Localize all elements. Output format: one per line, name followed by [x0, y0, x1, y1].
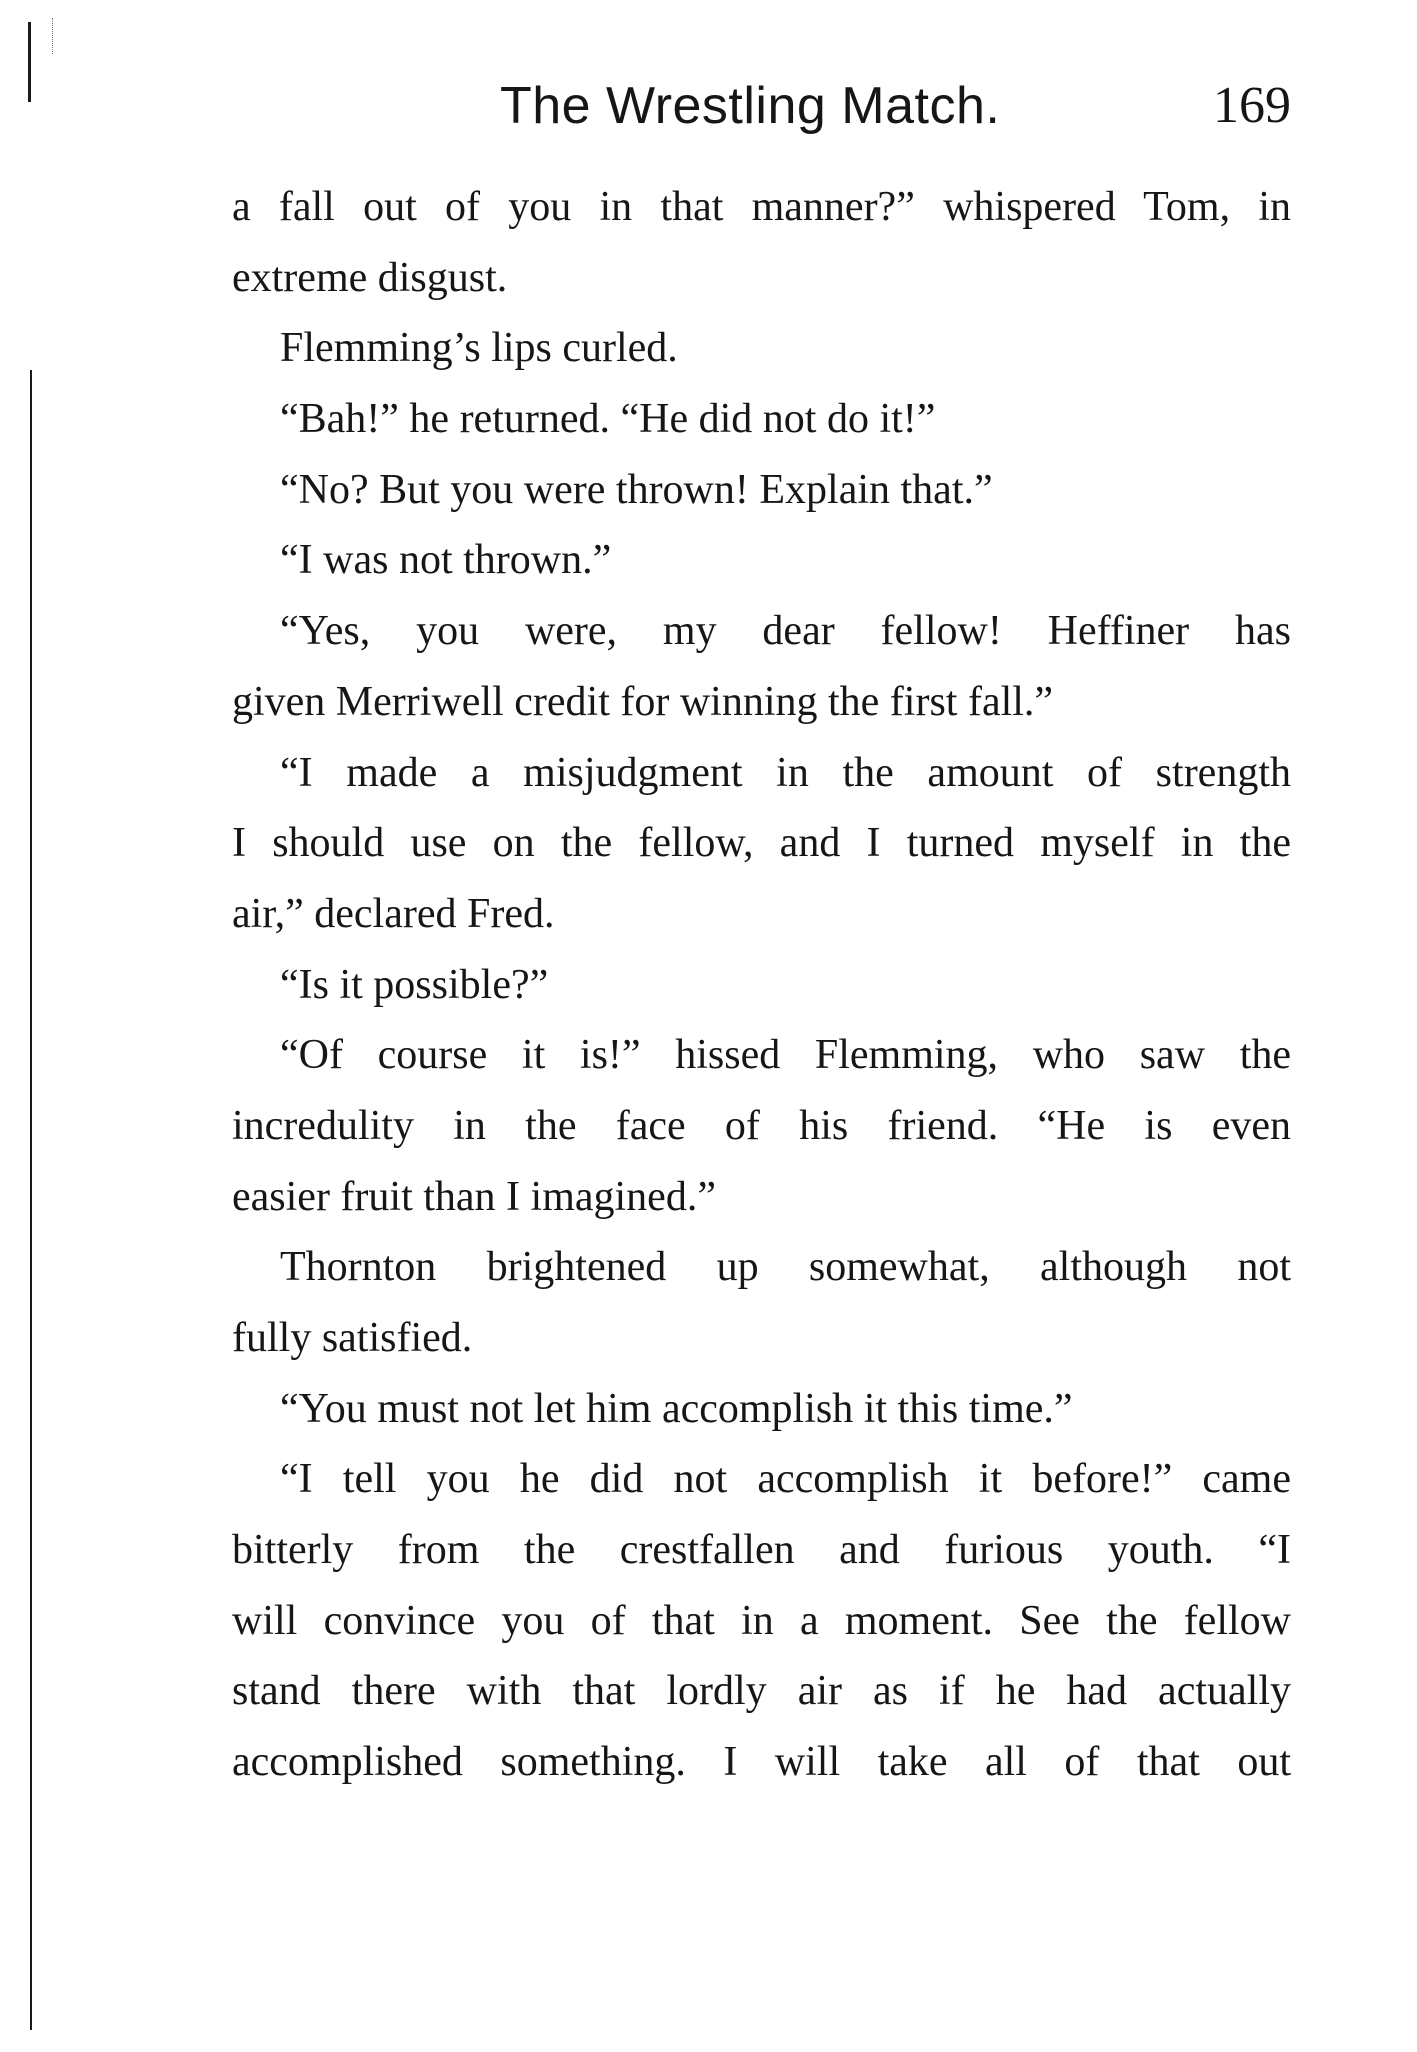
- text-line: extreme disgust.: [232, 254, 508, 301]
- page-number: 169: [1213, 77, 1291, 134]
- text-line: easier fruit than I imagined.”: [232, 1173, 716, 1220]
- text-line: stand there with that lordly air as if he had actually: [232, 1668, 1291, 1715]
- text-line: “Of course it is!” hissed Flemming, who saw the: [280, 1032, 1291, 1079]
- text-line: “Is it possible?”: [280, 961, 549, 1008]
- page-edge-line-top: [28, 22, 31, 102]
- text-line: incredulity in the face of his friend. “He is even: [232, 1102, 1291, 1149]
- text-line: a fall out of you in that manner?” whispered Tom, in: [232, 184, 1291, 230]
- text-line: “No? But you were thrown! Explain that.”: [280, 466, 993, 513]
- running-head: [232, 76, 1291, 146]
- text-line: Thornton brightened up somewhat, although not: [280, 1244, 1291, 1291]
- text-line: “You must not let him accomplish it this time.”: [280, 1385, 1073, 1432]
- text-line: Flemming’s lips curled.: [280, 325, 678, 372]
- text-line: will convince you of that in a moment. See the fellow: [232, 1597, 1291, 1644]
- text-line: “Bah!” he returned. “He did not do it!”: [280, 396, 936, 443]
- text-line: fully satisfied.: [232, 1315, 473, 1361]
- text-line: given Merriwell credit for winning the first fall.”: [232, 678, 1054, 725]
- body-text: [232, 172, 1291, 1798]
- text-line: accomplished something. I will take all of that out: [232, 1739, 1291, 1786]
- chapter-title: The Wrestling Match.: [500, 77, 1001, 135]
- text-line: bitterly from the crestfallen and furious youth. “I: [232, 1527, 1291, 1574]
- text-line: “I tell you he did not accomplish it before!” came: [280, 1456, 1291, 1503]
- scan-mark: [52, 18, 61, 54]
- text-line: air,” declared Fred.: [232, 890, 555, 937]
- page-edge-line: [30, 370, 32, 2030]
- text-line: “I was not thrown.”: [280, 537, 612, 584]
- text-line: “Yes, you were, my dear fellow! Heffiner has: [280, 608, 1291, 655]
- text-line: I should use on the fellow, and I turned myself in the: [232, 820, 1291, 867]
- text-line: “I made a misjudgment in the amount of strength: [280, 749, 1291, 796]
